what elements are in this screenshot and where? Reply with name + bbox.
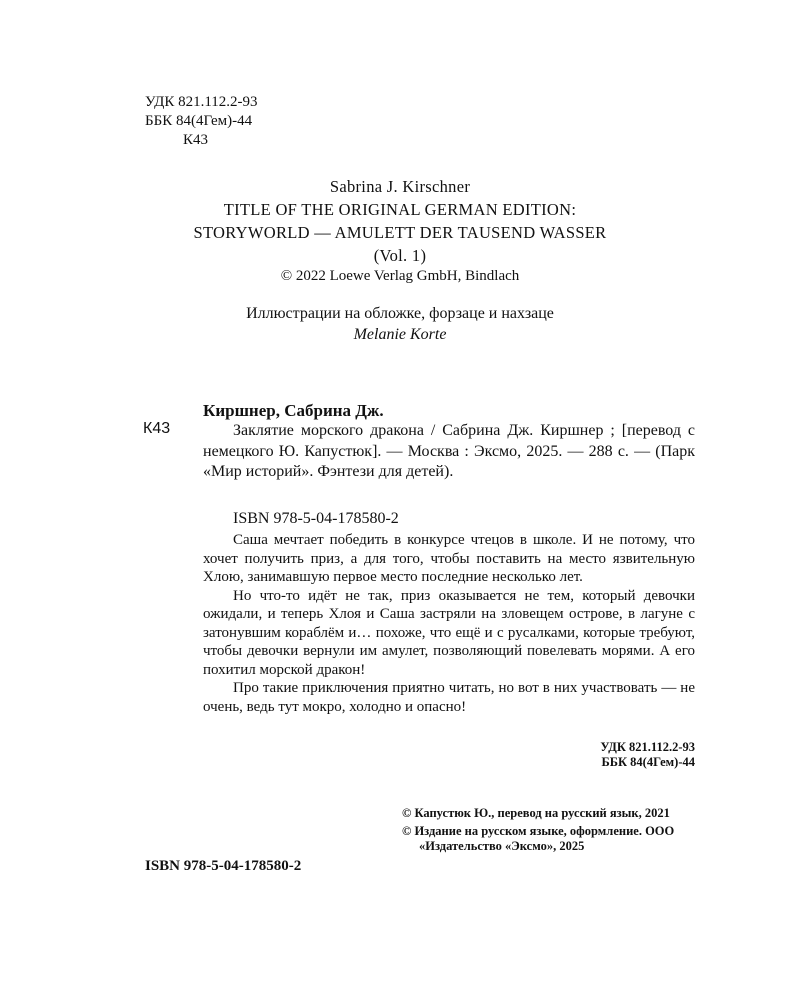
isbn-bottom: ISBN 978-5-04-178580-2 bbox=[145, 858, 302, 874]
annotation-paragraph: Саша мечтает победить в конкурсе чтецов в школе. И не потому, что хочет получить приз, а для того, чтобы поставить на место язвительную Хлою, занимавшую первое место последние несколько лет. bbox=[203, 532, 695, 585]
classification-codes bbox=[145, 93, 258, 150]
author-mark: К43 bbox=[183, 132, 209, 148]
bbk-code: ББК 84(4Гем)-44 bbox=[145, 113, 253, 129]
bibliographic-description: Заклятие морского дракона / Сабрина Дж. Киршнер ; [перевод с немецкого Ю. Капустюк]. — Москва : Эксмо, 2025. — 288 с. — (Парк «Мир историй». Фэнтези для детей). bbox=[203, 422, 695, 480]
bibliographic-author: Киршнер, Сабрина Дж. bbox=[203, 401, 384, 420]
original-volume: (Vol. 1) bbox=[373, 246, 427, 265]
translation-copyright: © Капустюк Ю., перевод на русский язык, 2021 bbox=[402, 806, 670, 820]
original-author: Sabrina J. Kirschner bbox=[329, 177, 471, 196]
bbk-code-right: ББК 84(4Гем)-44 bbox=[601, 755, 695, 769]
udk-code-right: УДК 821.112.2-93 bbox=[600, 740, 695, 754]
edition-copyright: © Издание на русском языке, оформление. ООО «Издательство «Эксмо», 2025 bbox=[402, 824, 675, 853]
illustrator-name: Melanie Korte bbox=[353, 326, 447, 343]
copyright-notices bbox=[402, 806, 700, 857]
original-copyright: © 2022 Loewe Verlag GmbH, Bindlach bbox=[280, 268, 520, 284]
annotation-paragraph: Про такие приключения приятно читать, но вот в них участвовать — не очень, ведь тут мокро, холодно и опасно! bbox=[203, 680, 695, 715]
annotation-paragraph: Но что-то идёт не так, приз оказывается не тем, который девочки ожидали, и теперь Хлоя и Саша застряли на зловещем острове, в лагуне с затонувшим кораблём и… похоже, что ещё и с русалками, которые требуют, чтобы девочки вернули им амулет, позволяющий повелевать морями. А его похитил морской дракон! bbox=[203, 587, 695, 678]
illustrations-credit bbox=[0, 303, 800, 345]
isbn-record: ISBN 978-5-04-178580-2 bbox=[233, 510, 399, 527]
original-edition-info bbox=[0, 175, 800, 267]
illustrations-line: Иллюстрации на обложке, форзаце и нахзаце bbox=[246, 305, 554, 322]
udk-code: УДК 821.112.2-93 bbox=[145, 94, 258, 110]
bibliographic-mark: К43 bbox=[143, 420, 171, 437]
original-title-line1: TITLE OF THE ORIGINAL GERMAN EDITION: bbox=[223, 200, 577, 219]
original-title-line2: STORYWORLD — AMULETT DER TAUSEND WASSER bbox=[193, 223, 607, 242]
annotation bbox=[203, 531, 695, 716]
classification-codes-right bbox=[600, 740, 695, 770]
